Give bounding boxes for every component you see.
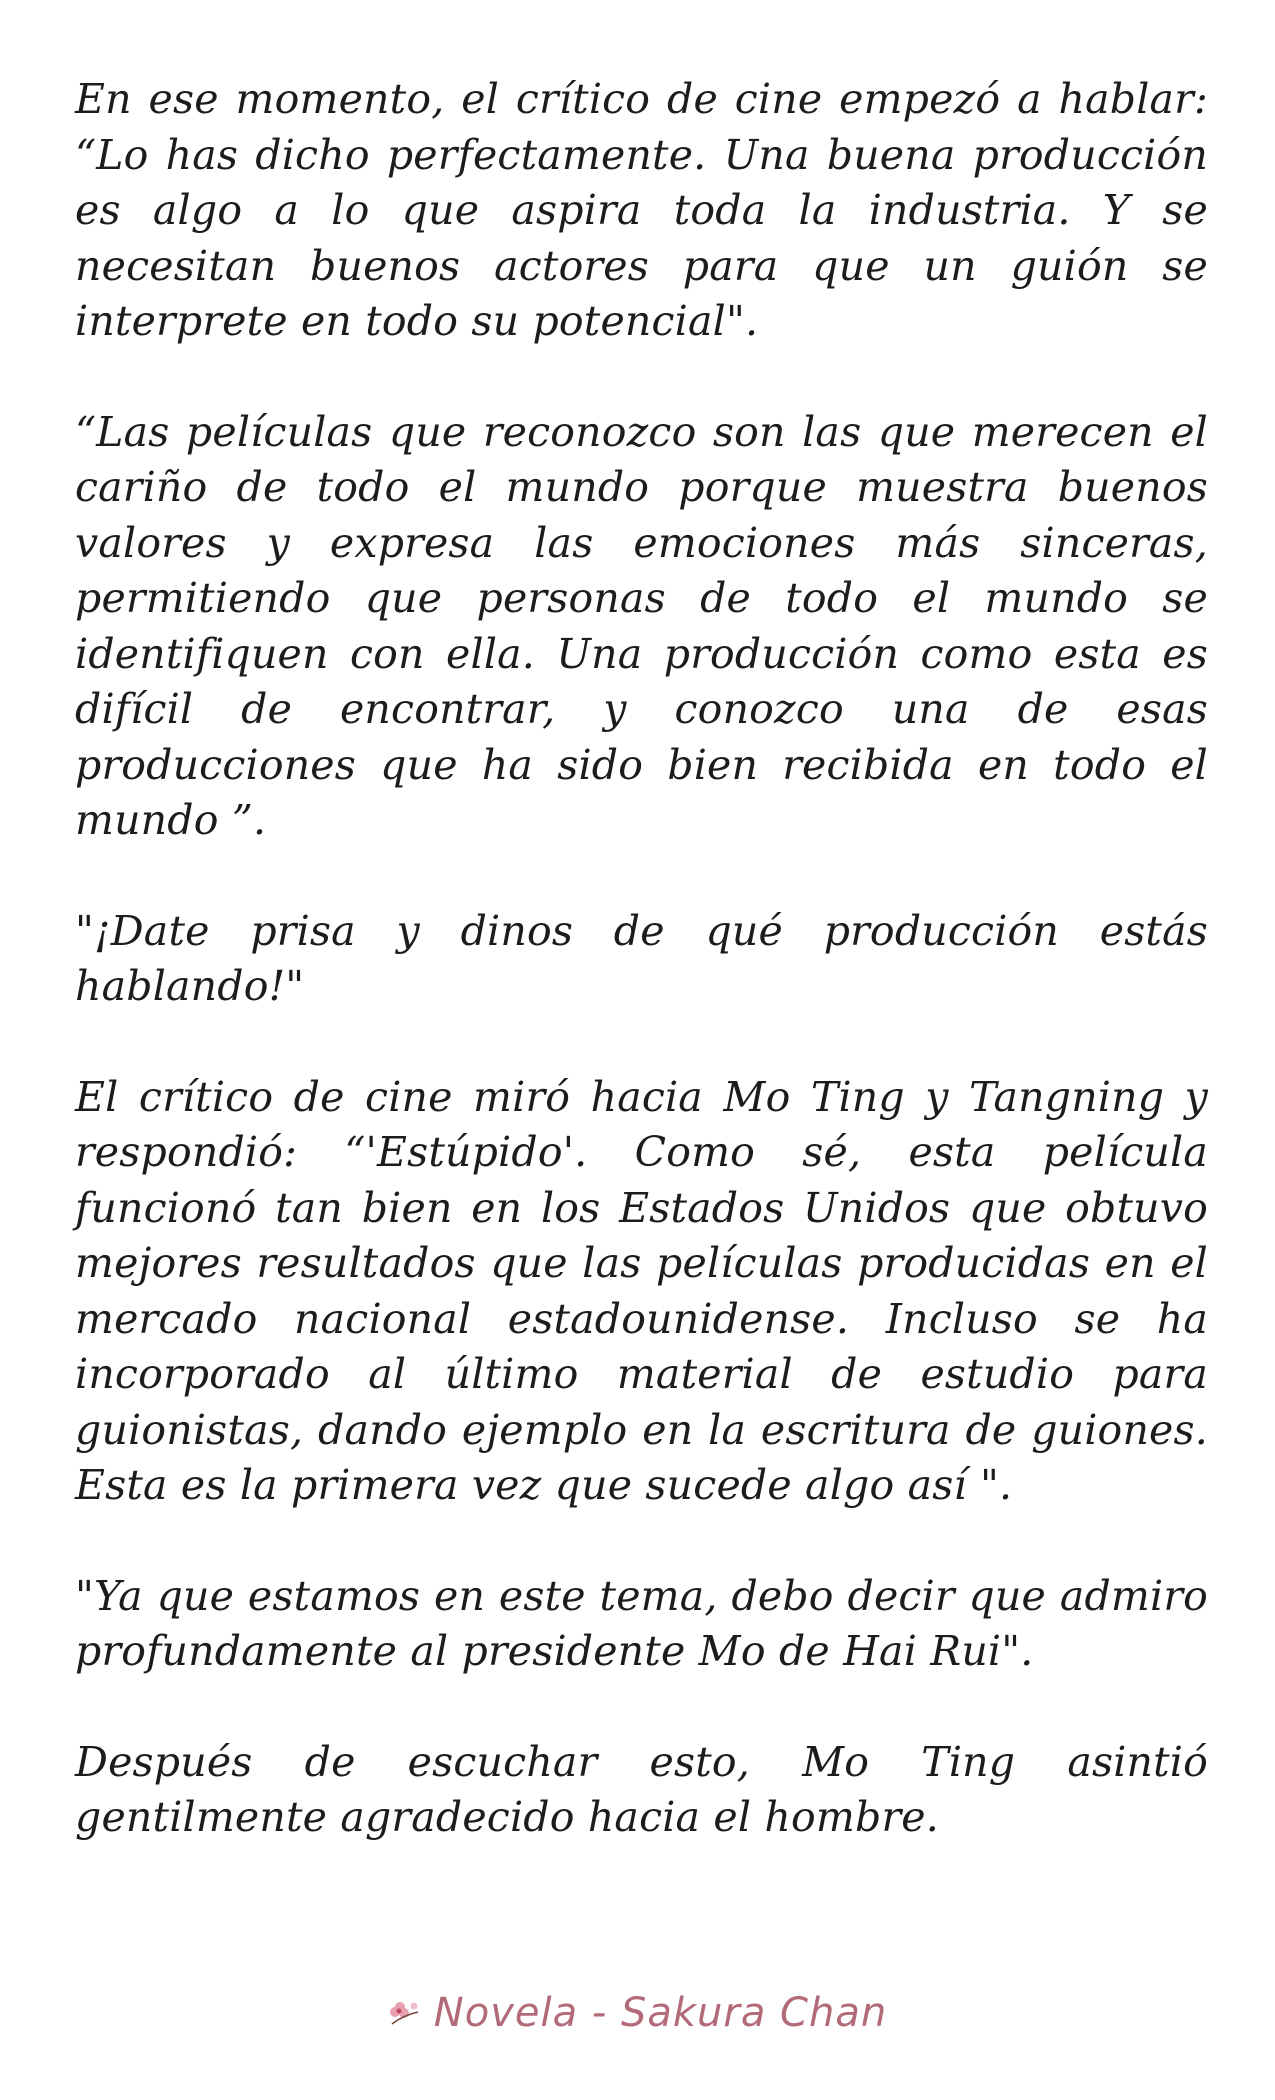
paragraph-5: "Ya que estamos en este tema, debo decir que admiro profundamente al presidente Mo de Hai Rui". bbox=[75, 1571, 1208, 1675]
paragraph-3: "¡Date prisa y dinos de qué producción estás hablando!" bbox=[75, 906, 1208, 1010]
paragraph-1: En ese momento, el crítico de cine empezó a hablar: “Lo has dicho perfectamente. Una buena producción es algo a lo que aspira toda la industria. Y se necesitan buenos actores para que un guión se interprete en todo su potencial". bbox=[75, 75, 1208, 345]
watermark bbox=[0, 1990, 1275, 2036]
paragraph-6: Después de escuchar esto, Mo Ting asintió gentilmente agradecido hacia el hombre. bbox=[75, 1737, 1208, 1841]
watermark-text: Novela - Sakura Chan bbox=[433, 1990, 888, 2036]
sakura-flower-icon bbox=[388, 1992, 424, 2022]
paragraph-4: El crítico de cine miró hacia Mo Ting y Tangning y respondió: “'Estúpido'. Como sé, esta película funcionó tan bien en los Estados Unidos que obtuvo mejores resultados que las películas producidas en el mercado nacional estadounidense. Incluso se ha incorporado al último material de estudio para guionistas, dando ejemplo en la escritura de guiones. Esta es la primera vez que sucede algo así ". bbox=[75, 1072, 1208, 1509]
paragraph-2: “Las películas que reconozco son las que merecen el cariño de todo el mundo porque muestra buenos valores y expresa las emociones más sinceras, permitiendo que personas de todo el mundo se identifiquen con ella. Una producción como esta es difícil de encontrar, y conozco una de esas producciones que ha sido bien recibida en todo el mundo ”. bbox=[75, 407, 1208, 844]
document-body bbox=[75, 72, 1208, 1846]
